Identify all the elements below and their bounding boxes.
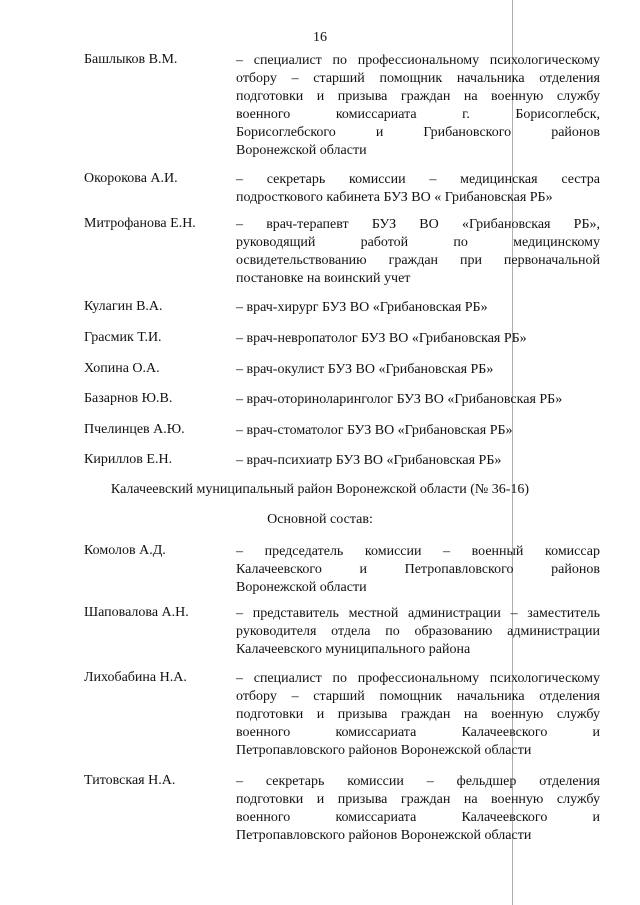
section-subheading: Основной состав: xyxy=(267,512,373,527)
member-name: Башлыков В.М. xyxy=(84,52,178,67)
role-line: подготовки и призыва граждан на военную службу xyxy=(236,792,600,807)
member-name: Кириллов Е.Н. xyxy=(84,452,173,467)
role-line: Воронежской области xyxy=(236,580,367,595)
role-line: Калачеевского и Петропавловского районов xyxy=(236,562,600,577)
member-name: Шаповалова А.Н. xyxy=(84,605,189,620)
member-role xyxy=(236,452,600,470)
role-line: Воронежской области xyxy=(236,143,367,158)
role-line: – врач-хирург БУЗ ВО «Грибановская РБ» xyxy=(236,300,488,315)
role-line: подросткового кабинета БУЗ ВО « Грибановская РБ» xyxy=(236,190,553,205)
role-line: – врач-терапевт БУЗ ВО «Грибановская РБ», xyxy=(236,217,600,232)
role-line: – врач-невропатолог БУЗ ВО «Грибановская РБ» xyxy=(236,331,527,346)
role-line: отбору – старший помощник начальника отделения xyxy=(236,689,600,704)
role-line: – врач-стоматолог БУЗ ВО «Грибановская РБ» xyxy=(236,423,513,438)
role-line: – секретарь комиссии – фельдшер отделения xyxy=(236,774,600,789)
member-role xyxy=(236,52,600,160)
member-name: Базарнов Ю.В. xyxy=(84,391,173,406)
role-line: руководящий работой по медицинскому xyxy=(236,235,600,250)
member-name: Титовская Н.А. xyxy=(84,773,176,788)
member-name: Комолов А.Д. xyxy=(84,543,166,558)
role-line: отбору – старший помощник начальника отделения xyxy=(236,71,600,86)
member-role xyxy=(236,543,600,597)
role-line: военного комиссариата г. Борисоглебск, xyxy=(236,107,600,122)
member-role xyxy=(236,670,600,760)
role-line: – представитель местной администрации – заместитель xyxy=(236,606,600,621)
member-name: Митрофанова Е.Н. xyxy=(84,216,196,231)
member-role xyxy=(236,422,600,440)
role-line: – специалист по профессиональному психологическому xyxy=(236,53,600,68)
role-line: Петропавловского районов Воронежской области xyxy=(236,828,532,843)
role-line: подготовки и призыва граждан на военную службу xyxy=(236,89,600,104)
member-role xyxy=(236,216,600,288)
member-role xyxy=(236,299,600,317)
member-role xyxy=(236,330,600,348)
role-line: – председатель комиссии – военный комиссар xyxy=(236,544,600,559)
role-line: руководителя отдела по образованию администрации xyxy=(236,624,600,639)
member-name: Лихобабина Н.А. xyxy=(84,670,187,685)
member-name: Хопина О.А. xyxy=(84,361,160,376)
member-role xyxy=(236,361,600,379)
section-heading: Калачеевский муниципальный район Воронежской области (№ 36-16) xyxy=(110,482,530,497)
member-role xyxy=(236,171,600,207)
member-role xyxy=(236,391,600,409)
role-line: – врач-окулист БУЗ ВО «Грибановская РБ» xyxy=(236,362,494,377)
role-line: подготовки и призыва граждан на военную службу xyxy=(236,707,600,722)
member-role xyxy=(236,605,600,659)
page-number: 16 xyxy=(313,30,327,45)
role-line: Петропавловского районов Воронежской области xyxy=(236,743,532,758)
role-line: Борисоглебского и Грибановского районов xyxy=(236,125,600,140)
member-name: Пчелинцев А.Ю. xyxy=(84,422,185,437)
role-line: освидетельствованию граждан при первоначальной xyxy=(236,253,600,268)
role-line: постановке на воинский учет xyxy=(236,271,411,286)
role-line: – секретарь комиссии – медицинская сестра xyxy=(236,172,600,187)
role-line: военного комиссариата Калачеевского и xyxy=(236,725,600,740)
member-name: Кулагин В.А. xyxy=(84,299,163,314)
role-line: Калачеевского муниципального района xyxy=(236,642,471,657)
role-line: – врач-психиатр БУЗ ВО «Грибановская РБ» xyxy=(236,453,502,468)
member-role xyxy=(236,773,600,845)
role-line: – врач-оториноларинголог БУЗ ВО «Грибановская РБ» xyxy=(236,392,563,407)
member-name: Грасмик Т.И. xyxy=(84,330,162,345)
role-line: – специалист по профессиональному психологическому xyxy=(236,671,600,686)
role-line: военного комиссариата Калачеевского и xyxy=(236,810,600,825)
member-name: Окорокова А.И. xyxy=(84,171,178,186)
